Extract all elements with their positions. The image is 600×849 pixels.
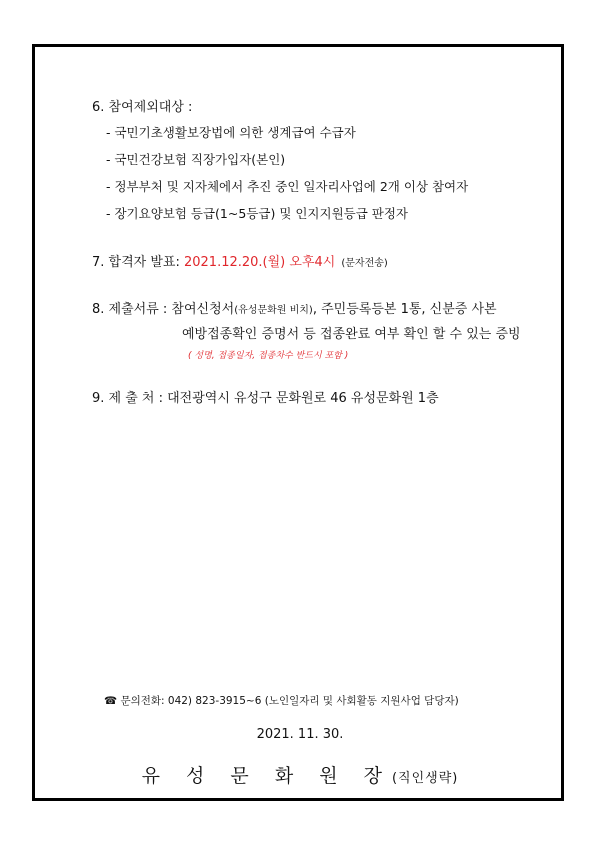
section-8-item-application: 참여신청서 <box>171 302 235 317</box>
section-7-date-highlight: 2021.12.20.(월) 오후4시 <box>183 255 336 270</box>
section-8-item-application-note: (유성문화원 비치) <box>234 305 313 316</box>
section-6-item: - 국민기초생활보장법에 의한 생계급여 수급자 <box>106 125 356 140</box>
section-6-item: - 장기요양보험 등급(1~5등급) 및 인지지원등급 판정자 <box>106 206 409 221</box>
section-6-title: 6. 참여제외대상 : <box>92 100 193 115</box>
section-6-item: - 정부부처 및 지자체에서 추진 중인 일자리사업에 2개 이상 참여자 <box>106 179 469 194</box>
document-date: 2021. 11. 30. <box>256 727 344 742</box>
contact-text: 문의전화: 042) 823-3915~6 (노인일자리 및 사회활동 지원사업 담당자) <box>120 695 459 707</box>
section-7-announcement <box>92 251 388 270</box>
section-8-note: ( 성명, 접종일자, 접종차수 반드시 포함 ) <box>188 351 349 361</box>
contact-line <box>104 693 459 708</box>
seal-omitted-note: (직인생략) <box>391 771 459 786</box>
section-8-documents-line1 <box>92 298 497 317</box>
section-9-submission-place: 9. 제 출 처 : 대전광역시 유성구 문화원로 46 유성문화원 1층 <box>92 391 439 406</box>
telephone-icon: ☎ <box>104 695 118 707</box>
section-8-documents-line2: 예방접종확인 증명서 등 접종완료 여부 확인 할 수 있는 증빙 <box>182 327 521 342</box>
section-7-label: 7. 합격자 발표: <box>92 255 184 270</box>
section-6-item: - 국민건강보험 직장가입자(본인) <box>106 152 286 167</box>
section-8-item-rest: , 주민등록등본 1통, 신분증 사본 <box>312 302 497 317</box>
signer-title: 유 성 문 화 원 장 <box>141 765 392 787</box>
section-8-label: 8. 제출서류 : <box>92 302 172 317</box>
section-7-note: (문자전송) <box>341 258 388 269</box>
signature-block <box>0 761 600 788</box>
